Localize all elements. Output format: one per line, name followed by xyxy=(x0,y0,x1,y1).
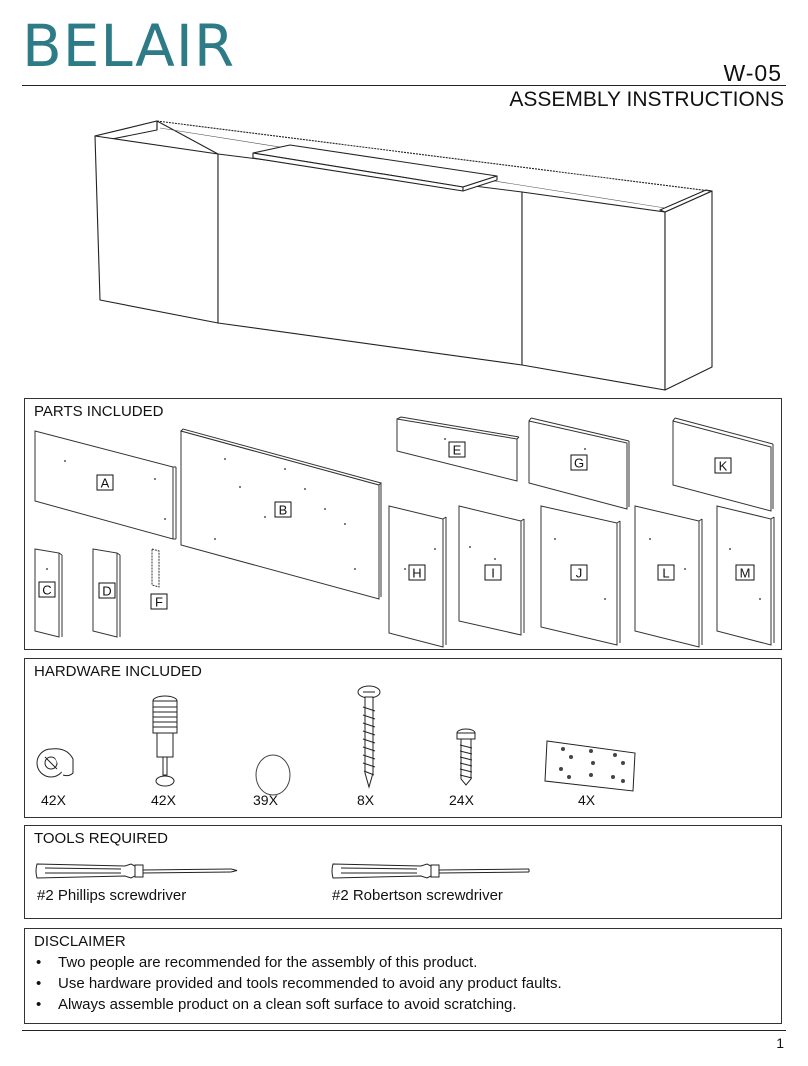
disclaimer-item xyxy=(34,973,562,994)
disclaimer-section xyxy=(24,928,782,1024)
part-label-b: B xyxy=(278,502,288,518)
cam-lock-icon xyxy=(33,729,83,789)
part-label-k: K xyxy=(718,458,728,474)
hardware-qty-cam-lock: 42X xyxy=(41,792,66,808)
bullet-icon: • xyxy=(36,954,42,971)
part-label-i: I xyxy=(491,565,495,581)
hardware-included-section xyxy=(24,658,782,818)
parts-heading: PARTS INCLUDED xyxy=(34,403,164,420)
panel-f xyxy=(152,549,159,587)
footer-divider xyxy=(22,1030,786,1031)
parts-diagram xyxy=(25,399,781,649)
part-label-c: C xyxy=(42,582,52,598)
part-label-j: J xyxy=(575,565,583,581)
part-label-m: M xyxy=(739,565,751,581)
tools-heading: TOOLS REQUIRED xyxy=(34,830,168,847)
bullet-icon: • xyxy=(36,996,42,1013)
disclaimer-heading: DISCLAIMER xyxy=(34,933,126,950)
disclaimer-text: Use hardware provided and tools recommended to avoid any product faults. xyxy=(58,975,562,992)
phillips-screwdriver-icon xyxy=(35,858,241,884)
page-title: ASSEMBLY INSTRUCTIONS xyxy=(509,88,784,111)
part-label-e: E xyxy=(452,442,462,458)
disclaimer-text: Always assemble product on a clean soft surface to avoid scratching. xyxy=(58,996,517,1013)
disclaimer-item xyxy=(34,994,562,1015)
hardware-qty-machine-screw: 24X xyxy=(449,792,474,808)
tools-required-section xyxy=(24,825,782,919)
connector-plate-icon xyxy=(541,737,641,797)
wood-screw-icon xyxy=(351,683,391,791)
hardware-qty-cam-bolt: 42X xyxy=(151,792,176,808)
desk-illustration xyxy=(0,0,808,400)
part-label-f: F xyxy=(155,594,163,610)
bullet-icon: • xyxy=(36,975,42,992)
hardware-heading: HARDWARE INCLUDED xyxy=(34,663,202,680)
tool-label-robertson: #2 Robertson screwdriver xyxy=(332,887,503,904)
model-number: W-05 xyxy=(723,60,782,86)
parts-included-section xyxy=(24,398,782,650)
hardware-qty-connector-plate: 4X xyxy=(578,792,596,808)
part-label-l: L xyxy=(662,565,670,581)
hardware-qty-wood-screw: 8X xyxy=(357,792,375,808)
part-label-a: A xyxy=(100,475,110,491)
machine-screw-icon xyxy=(449,727,483,791)
hardware-qty-cover-cap: 39X xyxy=(253,792,278,808)
page-number: 1 xyxy=(776,1035,784,1051)
disclaimer-text: Two people are recommended for the assembly of this product. xyxy=(58,954,478,971)
brand-logo: BELAIR xyxy=(22,12,236,80)
tool-label-phillips: #2 Phillips screwdriver xyxy=(37,887,187,904)
cam-bolt-icon xyxy=(143,693,187,791)
disclaimer-item xyxy=(34,952,562,973)
robertson-screwdriver-icon xyxy=(331,858,537,884)
cover-cap-icon xyxy=(251,753,295,797)
part-label-d: D xyxy=(102,583,112,599)
part-label-h: H xyxy=(412,565,422,581)
part-label-g: G xyxy=(573,455,585,471)
disclaimer-list xyxy=(34,952,562,1015)
